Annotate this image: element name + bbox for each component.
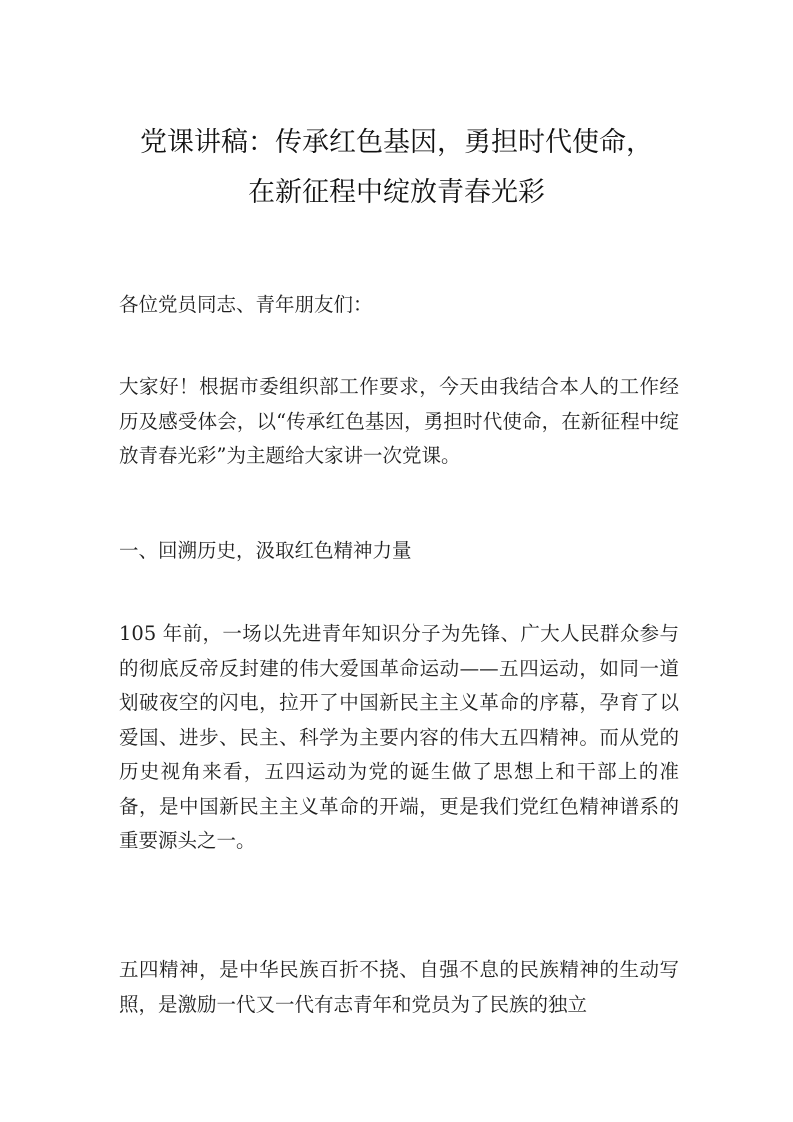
- document-title-line-1: 党课讲稿：传承红色基因，勇担时代使命，: [140, 127, 653, 158]
- paragraph-spirit: 五四精神，是中华民族百折不挠、自强不息的民族精神的生动写照，是激励一代又一代有志青年和党员为了民族的独立: [119, 958, 679, 1016]
- document-title-line-2: 在新征程中绽放青春光彩: [248, 177, 545, 208]
- paragraph-history: 105 年前，一场以先进青年知识分子为先锋、广大人民群众参与的彻底反帝反封建的伟大爱国革命运动——五四运动，如同一道划破夜空的闪电，拉开了中国新民主主义革命的序幕，孕育了以爱国、进步、民主、科学为主要内容的伟大五四精神。而从党的历史视角来看，五四运动为党的诞生做了思想上和干部上的准备，是中国新民主主义革命的开端，更是我们党红色精神谱系的重要源头之一。: [119, 622, 679, 852]
- salutation: 各位党员同志、青年朋友们：: [119, 293, 373, 316]
- paragraph-intro: 大家好！根据市委组织部工作要求，今天由我结合本人的工作经历及感受体会，以“传承红色基因，勇担时代使命，在新征程中绽放青春光彩”为主题给大家讲一次党课。: [119, 375, 679, 467]
- section-heading: 一、回溯历史，汲取红色精神力量: [119, 539, 412, 562]
